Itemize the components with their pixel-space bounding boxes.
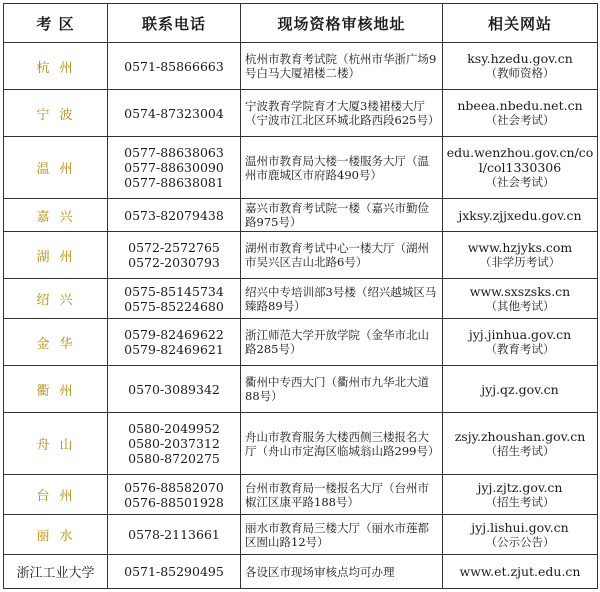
website-note: （公示公告） [485,534,555,549]
phone-number: 0579-82469622 [124,327,224,342]
area-cell: 金华 [4,319,108,366]
website-note: （招生考试） [485,443,555,458]
header-phone: 联系电话 [108,4,241,43]
table-row [4,555,598,589]
phone-cell [108,413,241,475]
phone-number: 0575-85224680 [124,298,224,314]
phone-number: 0573-82079438 [124,207,224,223]
website-note: （招生考试） [485,494,555,509]
area-cell: 绍兴 [4,279,108,319]
address-cell: 嘉兴市教育考试院一楼（嘉兴市勤俭路975号） [241,199,443,232]
website-link[interactable]: www.hzjyks.com [467,240,573,255]
table-row [4,475,598,515]
phone-number: 0580-2037312 [128,436,220,451]
website-link[interactable]: jyj.zjtz.gov.cn [477,479,563,495]
website-cell [443,366,598,413]
phone-cell [108,366,241,413]
address-cell: 舟山市教育服务大楼西侧三楼报名大厅（舟山市定海区临城翁山路299号） [241,413,443,475]
header-row [4,4,598,43]
address-cell: 浙江师范大学开放学院（金华市北山路285号） [241,319,443,366]
website-cell [443,413,598,475]
area-cell: 杭州 [4,43,108,90]
phone-cell [108,232,241,279]
area-cell: 舟山 [4,413,108,475]
website-link[interactable]: edu.wenzhou.gov.cn/col/col1330306 [446,145,594,175]
phone-cell [108,199,241,232]
table-row [4,232,598,279]
exam-contact-table [3,3,598,589]
phone-number: 0580-2049952 [128,421,220,436]
website-cell [443,137,598,199]
website-cell [443,515,598,555]
table-row [4,279,598,319]
phone-number: 0578-2113661 [128,527,220,542]
address-cell: 台州市教育局一楼报名大厅（台州市椒江区康平路188号） [241,475,443,515]
phone-number: 0576-88582070 [124,479,224,495]
website-note: （教师资格） [485,66,555,80]
website-link[interactable]: jyj.qz.gov.cn [481,381,559,397]
table-row [4,515,598,555]
address-cell: 宁波教育学院育才大厦3楼裙楼大厅（宁波市江北区环城北路西段625号） [241,90,443,137]
table-row [4,413,598,475]
area-cell: 浙江工业大学 [4,555,108,589]
website-note: （非学历考试） [479,255,561,269]
phone-number: 0577-88638081 [124,175,224,190]
website-cell [443,90,598,137]
phone-cell [108,319,241,366]
area-cell: 台州 [4,475,108,515]
website-link[interactable]: www.et.zjut.edu.cn [459,564,581,579]
phone-number: 0575-85145734 [124,283,224,299]
phone-number: 0579-82469621 [124,342,224,357]
website-note: （社会考试） [485,175,555,189]
phone-cell [108,555,241,589]
website-note: （社会考试） [485,113,555,127]
address-cell: 丽水市教育局三楼大厅（丽水市莲都区囿山路12号） [241,515,443,555]
table-row [4,366,598,413]
website-link[interactable]: ksy.hzedu.gov.cn [467,51,573,66]
table-body [4,43,598,589]
table-row [4,43,598,90]
website-link[interactable]: jyj.jinhua.gov.cn [468,327,572,342]
address-cell: 绍兴中专培训部3号楼（绍兴越城区马臻路89号） [241,279,443,319]
phone-cell [108,137,241,199]
phone-cell [108,475,241,515]
phone-cell [108,90,241,137]
address-cell: 各设区市现场审核点均可办理 [241,555,443,589]
phone-number: 0577-88638063 [124,145,224,160]
area-cell: 湖州 [4,232,108,279]
table-row [4,137,598,199]
phone-cell [108,279,241,319]
area-cell: 宁波 [4,90,108,137]
website-cell [443,475,598,515]
phone-number: 0571-85290495 [124,564,224,579]
website-cell [443,43,598,90]
website-link[interactable]: jyj.lishui.gov.cn [471,519,569,535]
table-row [4,199,598,232]
phone-number: 0572-2030793 [128,255,220,270]
phone-cell [108,515,241,555]
address-cell: 衢州中专西大门（衢州市九华北大道88号） [241,366,443,413]
website-link[interactable]: www.sxszsks.cn [469,283,571,299]
website-cell [443,319,598,366]
phone-number: 0574-87323004 [124,105,224,121]
area-cell: 嘉兴 [4,199,108,232]
website-note: （其他考试） [485,298,555,313]
phone-number: 0571-85866663 [124,58,224,74]
header-area: 考 区 [4,4,108,43]
area-cell: 丽水 [4,515,108,555]
header-website: 相关网站 [443,4,598,43]
phone-number: 0572-2572765 [128,240,220,255]
phone-cell [108,43,241,90]
phone-number: 0570-3089342 [128,381,220,397]
address-cell: 温州市教育局大楼一楼服务大厅（温州市鹿城区市府路490号） [241,137,443,199]
table-row [4,319,598,366]
address-cell: 杭州市教育考试院（杭州市华浙广场9号白马大厦裙楼二楼） [241,43,443,90]
website-cell [443,199,598,232]
phone-number: 0576-88501928 [124,494,224,510]
website-cell [443,232,598,279]
website-cell [443,279,598,319]
phone-number: 0577-88630090 [124,160,224,175]
table-row [4,90,598,137]
website-link[interactable]: nbeea.nbedu.net.cn [457,98,583,113]
area-cell: 温州 [4,137,108,199]
website-note: （教育考试） [485,342,555,356]
website-cell [443,555,598,589]
website-link[interactable]: jxksy.zjjxedu.gov.cn [458,207,582,223]
header-address: 现场资格审核地址 [241,4,443,43]
phone-number: 0580-8720275 [128,451,220,466]
website-link[interactable]: zsjy.zhoushan.gov.cn [454,428,586,444]
area-cell: 衢州 [4,366,108,413]
address-cell: 湖州市教育考试中心一楼大厅（湖州市吴兴区吉山北路6号） [241,232,443,279]
